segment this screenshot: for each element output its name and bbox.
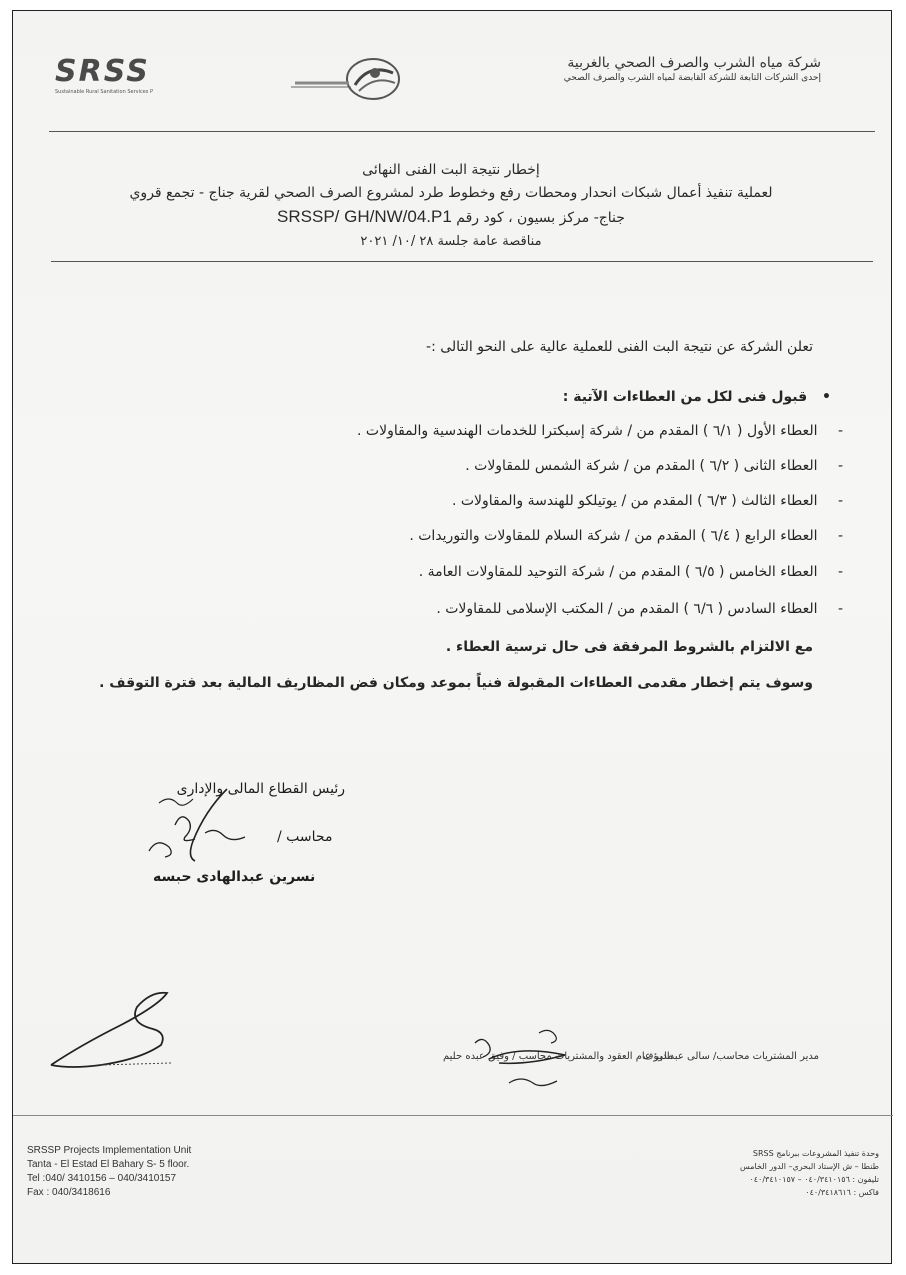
bid-text: العطاء الخامس ( ٦/٥ ) المقدم من / شركة التوحيد للمقاولات العامة . [418,564,818,580]
bid-text: العطاء الثالث ( ٦/٣ ) المقدم من / يوتيلكو للهندسة والمقاولات . [451,493,818,509]
sector-head-title: رئيس القطاع المالى والإدارى [176,781,345,797]
srss-logo-tagline: Sustainable Rural Sanitation Services P [55,89,154,95]
footer-divider [13,1115,893,1116]
accountant-name: نسرين عبدالهادى حبسه [153,869,316,885]
intro-text: تعلن الشركة عن نتيجة البت الفنى للعملية عالية على النحو التالى :- [426,339,813,355]
contracts-manager-signature: مدير عام العقود والمشتريات محاسب / وفيق عبده حليم [443,1051,674,1062]
dash-icon: - [837,528,843,544]
handwritten-signature-2 [469,1025,579,1095]
footer-line: فاكس : ٠٤٠/٣٤١٨٦١٦ [805,1188,879,1197]
handwritten-signature-3 [41,985,191,1075]
footer-contact-english [27,1144,191,1200]
project-location-code [51,205,851,230]
procurement-manager-signature: مدير المشتريات محاسب/ سالى عبدالرؤف [643,1051,819,1062]
project-location: جناج- مركز بسيون ، كود رقم [456,210,625,226]
footer-line: تليفون : ٠٤٠/٣٤١٠١٥٦ – ٠٤٠/٣٤١٠١٥٧ [749,1175,879,1184]
dash-icon: - [837,458,843,474]
footer-line: طنطا – ش الإستاد البحري– الدور الخامس [740,1162,879,1171]
footer-line: وحدة تنفيذ المشروعات ببرنامج SRSS [752,1149,879,1158]
bid-text: العطاء الأول ( ٦/١ ) المقدم من / شركة إسبكترا للخدمات الهندسية والمقاولات . [357,423,818,439]
bid-item [419,564,843,580]
srss-logo [55,54,165,95]
bid-text: العطاء السادس ( ٦/٦ ) المقدم من / المكتب الإسلامى للمقاولات . [436,601,818,617]
accept-heading-text: قبول فنى لكل من العطاءات الآتية : [562,389,808,405]
bid-item [436,601,843,617]
dash-icon: - [837,423,843,439]
footer-line: Tanta - El Estad El Bahary S- 5 floor. [27,1159,190,1170]
footer-line: Tel :040/ 3410156 – 040/3410157 [27,1173,177,1184]
company-subtitle: إحدى الشركات التابعة للشركة القابضة لمياه الشرب والصرف الصحي [563,73,821,83]
bid-text: العطاء الثانى ( ٦/٢ ) المقدم من / شركة الشمس للمقاولات . [465,458,818,474]
bid-text: العطاء الرابع ( ٦/٤ ) المقدم من / شركة السلام للمقاولات والتوريدات . [409,528,818,544]
company-name: شركة مياه الشرب والصرف الصحي بالغربية [567,55,821,71]
dash-icon: - [837,564,843,580]
srss-logo-text: SRSS [55,54,150,89]
dash-icon: - [837,493,843,509]
bid-item [357,423,843,439]
footer-line: Fax : 040/3418616 [27,1187,111,1198]
bid-item [465,458,843,474]
document-page [12,10,892,1264]
holding-company-emblem-icon [289,55,409,105]
bullet-icon: • [822,389,831,405]
title-divider [51,261,873,262]
footer-contact-arabic [740,1147,879,1199]
holding-company-logo [289,55,409,105]
bid-item [409,528,843,544]
header-divider [49,131,875,132]
accountant-label: محاسب / [277,829,333,845]
handwritten-signature-1 [135,781,265,871]
notice-title: إخطار نتيجة البت الفنى النهائى [362,162,540,178]
accept-heading [563,389,831,405]
tender-session: مناقصة عامة جلسة ٢٨ /١٠/ ٢٠٢١ [360,234,542,249]
bid-item [452,493,843,509]
condition-text: مع الالتزام بالشروط المرفقة فى حال ترسية العطاء . [445,639,813,655]
project-description: لعملية تنفيذ أعمال شبكات انحدار ومحطات رفع وخطوط طرد لمشروع الصرف الصحي لقرية جناج - تجمع قروي [129,185,773,201]
project-code: SRSSP/ GH/NW/04.P1 [277,207,452,226]
footer-line: SRSSP Projects Implementation Unit [27,1145,192,1156]
notice-title-block [51,159,851,253]
company-header [564,55,821,83]
dash-icon: - [837,601,843,617]
notification-text: وسوف يتم إخطار مقدمى العطاءات المقبولة فنياً بموعد ومكان فض المظاريف المالية بعد فترة التوقف . [99,675,813,691]
